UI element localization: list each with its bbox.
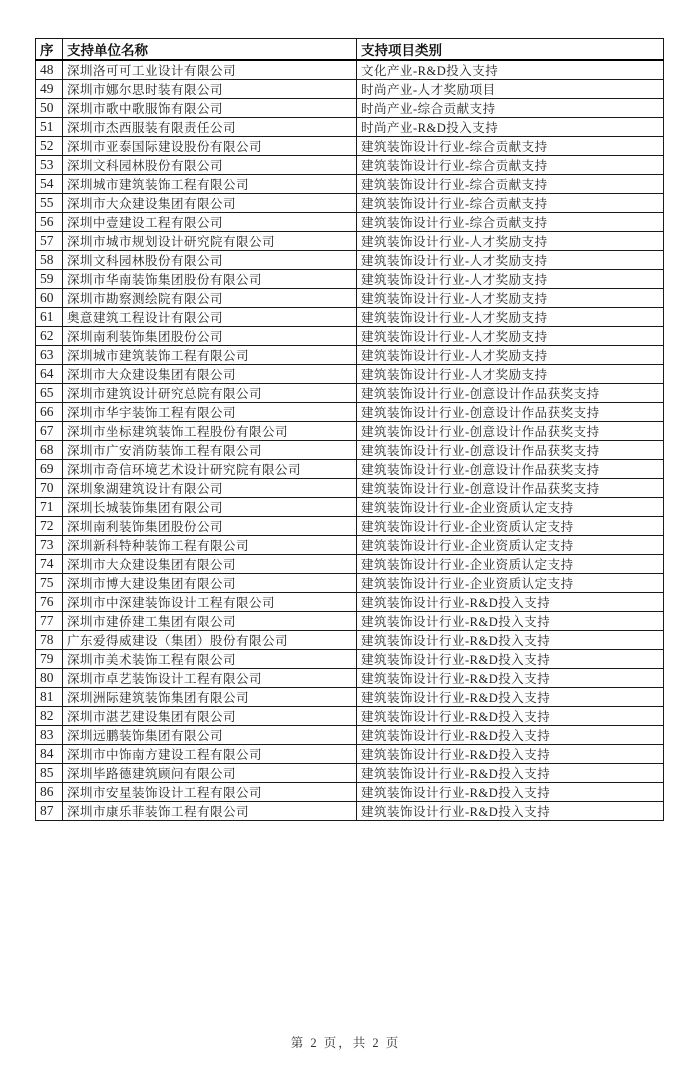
header-project-category: 支持项目类别 [357, 39, 664, 61]
row-number-cell: 53 [36, 156, 63, 175]
row-number-cell: 77 [36, 612, 63, 631]
table-row [36, 289, 664, 308]
unit-name-cell: 深圳文科园林股份有限公司 [63, 156, 357, 175]
row-number-cell: 85 [36, 764, 63, 783]
unit-name-cell: 深圳市建筑设计研究总院有限公司 [63, 384, 357, 403]
unit-name-cell: 深圳洛可可工业设计有限公司 [63, 60, 357, 80]
project-category-cell: 建筑装饰设计行业-人才奖励支持 [357, 251, 664, 270]
row-number-cell: 71 [36, 498, 63, 517]
unit-name-cell: 奥意建筑工程设计有限公司 [63, 308, 357, 327]
project-category-cell: 建筑装饰设计行业-综合贡献支持 [357, 194, 664, 213]
row-number-cell: 82 [36, 707, 63, 726]
table-row [36, 688, 664, 707]
project-category-cell: 建筑装饰设计行业-人才奖励支持 [357, 346, 664, 365]
table-row [36, 346, 664, 365]
unit-name-cell: 深圳市华南装饰集团股份有限公司 [63, 270, 357, 289]
project-category-cell: 建筑装饰设计行业-R&D投入支持 [357, 726, 664, 745]
unit-name-cell: 深圳市广安消防装饰工程有限公司 [63, 441, 357, 460]
table-row [36, 60, 664, 80]
unit-name-cell: 深圳远鹏装饰集团有限公司 [63, 726, 357, 745]
project-category-cell: 建筑装饰设计行业-综合贡献支持 [357, 213, 664, 232]
project-category-cell: 建筑装饰设计行业-人才奖励支持 [357, 365, 664, 384]
table-row [36, 441, 664, 460]
project-category-cell: 建筑装饰设计行业-创意设计作品获奖支持 [357, 384, 664, 403]
unit-name-cell: 深圳市亚泰国际建设股份有限公司 [63, 137, 357, 156]
row-number-cell: 66 [36, 403, 63, 422]
unit-name-cell: 深圳市美术装饰工程有限公司 [63, 650, 357, 669]
table-header-row [36, 39, 664, 61]
project-category-cell: 建筑装饰设计行业-企业资质认定支持 [357, 536, 664, 555]
row-number-cell: 68 [36, 441, 63, 460]
unit-name-cell: 深圳南利装饰集团股份公司 [63, 327, 357, 346]
table-row [36, 612, 664, 631]
unit-name-cell: 深圳市城市规划设计研究院有限公司 [63, 232, 357, 251]
table-row [36, 517, 664, 536]
project-category-cell: 建筑装饰设计行业-创意设计作品获奖支持 [357, 422, 664, 441]
unit-name-cell: 深圳市中饰南方建设工程有限公司 [63, 745, 357, 764]
unit-name-cell: 深圳南利装饰集团股份公司 [63, 517, 357, 536]
row-number-cell: 76 [36, 593, 63, 612]
row-number-cell: 65 [36, 384, 63, 403]
row-number-cell: 59 [36, 270, 63, 289]
table-row [36, 479, 664, 498]
row-number-cell: 67 [36, 422, 63, 441]
project-category-cell: 建筑装饰设计行业-R&D投入支持 [357, 802, 664, 821]
unit-name-cell: 深圳象湖建筑设计有限公司 [63, 479, 357, 498]
unit-name-cell: 深圳文科园林股份有限公司 [63, 251, 357, 270]
table-row [36, 536, 664, 555]
table-row [36, 137, 664, 156]
unit-name-cell: 深圳市安星装饰设计工程有限公司 [63, 783, 357, 802]
row-number-cell: 58 [36, 251, 63, 270]
table-row [36, 270, 664, 289]
table-row [36, 498, 664, 517]
project-category-cell: 建筑装饰设计行业-综合贡献支持 [357, 175, 664, 194]
page-number-footer: 第 2 页，共 2 页 [290, 1036, 401, 1050]
project-category-cell: 建筑装饰设计行业-综合贡献支持 [357, 137, 664, 156]
table-row [36, 745, 664, 764]
project-category-cell: 建筑装饰设计行业-R&D投入支持 [357, 612, 664, 631]
unit-name-cell: 深圳城市建筑装饰工程有限公司 [63, 175, 357, 194]
row-number-cell: 56 [36, 213, 63, 232]
project-category-cell: 建筑装饰设计行业-企业资质认定支持 [357, 498, 664, 517]
table-row [36, 650, 664, 669]
table-row [36, 194, 664, 213]
project-category-cell: 建筑装饰设计行业-综合贡献支持 [357, 156, 664, 175]
row-number-cell: 72 [36, 517, 63, 536]
row-number-cell: 55 [36, 194, 63, 213]
unit-name-cell: 深圳市中深建装饰设计工程有限公司 [63, 593, 357, 612]
unit-name-cell: 深圳新科特种装饰工程有限公司 [63, 536, 357, 555]
project-category-cell: 建筑装饰设计行业-人才奖励支持 [357, 327, 664, 346]
table-row [36, 80, 664, 99]
table-row [36, 213, 664, 232]
project-category-cell: 建筑装饰设计行业-人才奖励支持 [357, 232, 664, 251]
table-row [36, 384, 664, 403]
unit-name-cell: 深圳洲际建筑装饰集团有限公司 [63, 688, 357, 707]
row-number-cell: 50 [36, 99, 63, 118]
row-number-cell: 80 [36, 669, 63, 688]
row-number-cell: 75 [36, 574, 63, 593]
row-number-cell: 61 [36, 308, 63, 327]
row-number-cell: 49 [36, 80, 63, 99]
row-number-cell: 63 [36, 346, 63, 365]
table-row [36, 118, 664, 137]
support-units-table [35, 38, 664, 821]
table-row [36, 232, 664, 251]
unit-name-cell: 深圳市坐标建筑装饰工程股份有限公司 [63, 422, 357, 441]
row-number-cell: 78 [36, 631, 63, 650]
project-category-cell: 建筑装饰设计行业-R&D投入支持 [357, 631, 664, 650]
unit-name-cell: 深圳市华宇装饰工程有限公司 [63, 403, 357, 422]
project-category-cell: 时尚产业-综合贡献支持 [357, 99, 664, 118]
table-row [36, 707, 664, 726]
unit-name-cell: 深圳毕路德建筑顾问有限公司 [63, 764, 357, 783]
project-category-cell: 建筑装饰设计行业-人才奖励支持 [357, 289, 664, 308]
project-category-cell: 时尚产业-R&D投入支持 [357, 118, 664, 137]
unit-name-cell: 深圳长城装饰集团有限公司 [63, 498, 357, 517]
unit-name-cell: 深圳市大众建设集团有限公司 [63, 555, 357, 574]
row-number-cell: 83 [36, 726, 63, 745]
row-number-cell: 70 [36, 479, 63, 498]
unit-name-cell: 深圳城市建筑装饰工程有限公司 [63, 346, 357, 365]
table-row [36, 403, 664, 422]
row-number-cell: 54 [36, 175, 63, 194]
row-number-cell: 48 [36, 60, 63, 80]
table-row [36, 726, 664, 745]
unit-name-cell: 深圳中壹建设工程有限公司 [63, 213, 357, 232]
table-row [36, 593, 664, 612]
unit-name-cell: 深圳市大众建设集团有限公司 [63, 365, 357, 384]
row-number-cell: 62 [36, 327, 63, 346]
row-number-cell: 79 [36, 650, 63, 669]
unit-name-cell: 深圳市奇信环境艺术设计研究院有限公司 [63, 460, 357, 479]
row-number-cell: 87 [36, 802, 63, 821]
project-category-cell: 建筑装饰设计行业-创意设计作品获奖支持 [357, 441, 664, 460]
table-row [36, 156, 664, 175]
table-row [36, 175, 664, 194]
project-category-cell: 建筑装饰设计行业-创意设计作品获奖支持 [357, 403, 664, 422]
table-row [36, 308, 664, 327]
project-category-cell: 建筑装饰设计行业-企业资质认定支持 [357, 574, 664, 593]
row-number-cell: 73 [36, 536, 63, 555]
row-number-cell: 86 [36, 783, 63, 802]
project-category-cell: 建筑装饰设计行业-R&D投入支持 [357, 707, 664, 726]
project-category-cell: 文化产业-R&D投入支持 [357, 60, 664, 80]
table-row [36, 460, 664, 479]
row-number-cell: 84 [36, 745, 63, 764]
table-row [36, 327, 664, 346]
unit-name-cell: 深圳市娜尔思时装有限公司 [63, 80, 357, 99]
unit-name-cell: 深圳市建侨建工集团有限公司 [63, 612, 357, 631]
project-category-cell: 建筑装饰设计行业-创意设计作品获奖支持 [357, 460, 664, 479]
row-number-cell: 52 [36, 137, 63, 156]
unit-name-cell: 深圳市大众建设集团有限公司 [63, 194, 357, 213]
unit-name-cell: 深圳市博大建设集团有限公司 [63, 574, 357, 593]
project-category-cell: 建筑装饰设计行业-企业资质认定支持 [357, 555, 664, 574]
unit-name-cell: 深圳市湛艺建设集团有限公司 [63, 707, 357, 726]
unit-name-cell: 深圳市歌中歌服饰有限公司 [63, 99, 357, 118]
table-row [36, 802, 664, 821]
table-row [36, 574, 664, 593]
table-row [36, 631, 664, 650]
project-category-cell: 建筑装饰设计行业-R&D投入支持 [357, 593, 664, 612]
row-number-cell: 69 [36, 460, 63, 479]
project-category-cell: 建筑装饰设计行业-R&D投入支持 [357, 688, 664, 707]
table-row [36, 555, 664, 574]
project-category-cell: 建筑装饰设计行业-R&D投入支持 [357, 764, 664, 783]
project-category-cell: 建筑装饰设计行业-R&D投入支持 [357, 783, 664, 802]
row-number-cell: 81 [36, 688, 63, 707]
unit-name-cell: 深圳市卓艺装饰设计工程有限公司 [63, 669, 357, 688]
row-number-cell: 74 [36, 555, 63, 574]
unit-name-cell: 广东爱得威建设（集团）股份有限公司 [63, 631, 357, 650]
table-row [36, 99, 664, 118]
project-category-cell: 时尚产业-人才奖励项目 [357, 80, 664, 99]
unit-name-cell: 深圳市勘察测绘院有限公司 [63, 289, 357, 308]
row-number-cell: 57 [36, 232, 63, 251]
table-row [36, 365, 664, 384]
table-row [36, 669, 664, 688]
unit-name-cell: 深圳市杰西服装有限责任公司 [63, 118, 357, 137]
project-category-cell: 建筑装饰设计行业-人才奖励支持 [357, 308, 664, 327]
project-category-cell: 建筑装饰设计行业-R&D投入支持 [357, 669, 664, 688]
table-row [36, 764, 664, 783]
project-category-cell: 建筑装饰设计行业-人才奖励支持 [357, 270, 664, 289]
project-category-cell: 建筑装饰设计行业-R&D投入支持 [357, 650, 664, 669]
table-row [36, 422, 664, 441]
table-row [36, 783, 664, 802]
table-row [36, 251, 664, 270]
row-number-cell: 51 [36, 118, 63, 137]
header-unit-name: 支持单位名称 [63, 39, 357, 61]
unit-name-cell: 深圳市康乐菲装饰工程有限公司 [63, 802, 357, 821]
row-number-cell: 64 [36, 365, 63, 384]
project-category-cell: 建筑装饰设计行业-创意设计作品获奖支持 [357, 479, 664, 498]
project-category-cell: 建筑装饰设计行业-企业资质认定支持 [357, 517, 664, 536]
project-category-cell: 建筑装饰设计行业-R&D投入支持 [357, 745, 664, 764]
table-body [36, 60, 664, 821]
header-seq-number: 序 [36, 39, 63, 61]
row-number-cell: 60 [36, 289, 63, 308]
